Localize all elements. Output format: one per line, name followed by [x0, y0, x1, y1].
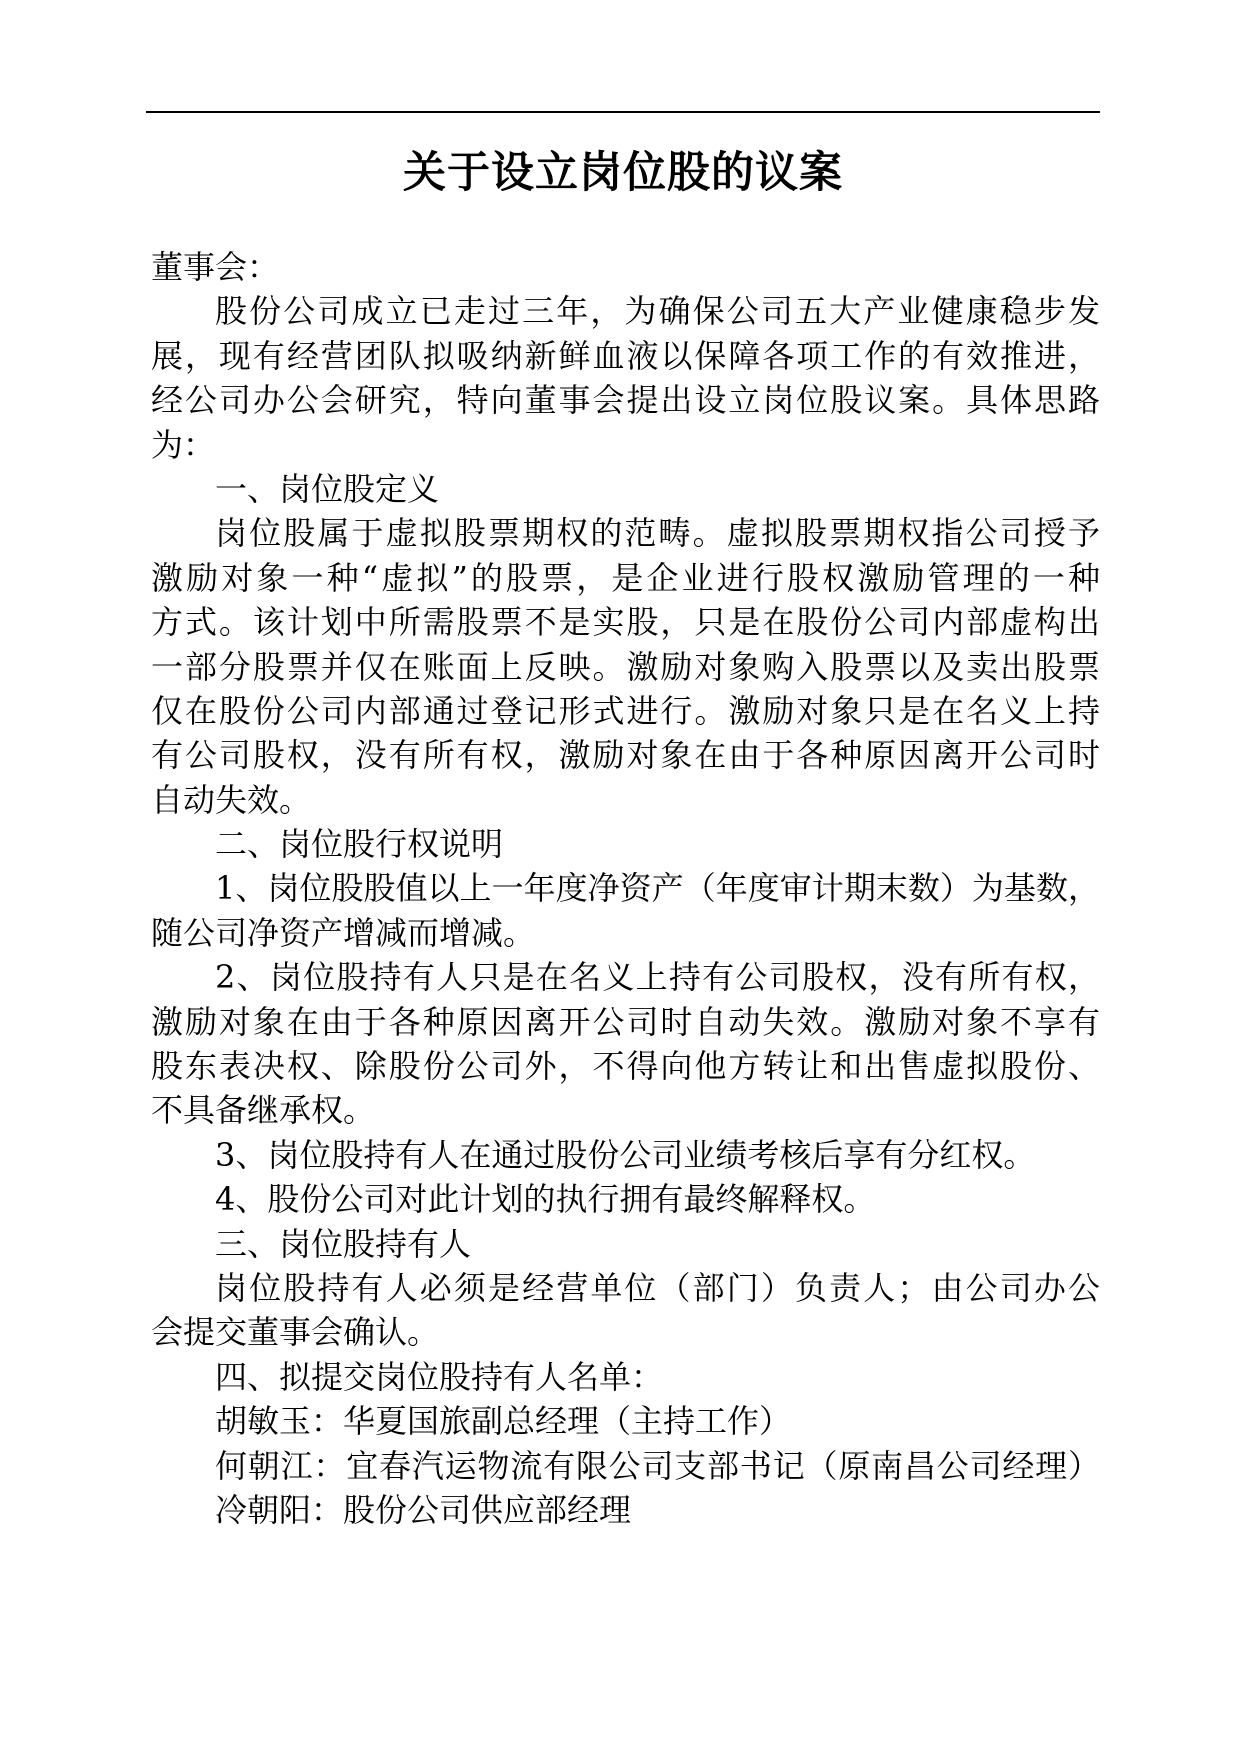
body-line: 为：: [151, 425, 216, 464]
body-line: 胡敏玉：华夏国旅副总经理（主持工作）: [215, 1402, 792, 1441]
body-line: 三、岗位股持有人: [215, 1224, 472, 1263]
body-line: 展，现有经营团队拟吸纳新鲜血液以保障各项工作的有效推进，: [151, 336, 1100, 375]
body-line: 自动失效。: [151, 780, 312, 819]
body-line: 二、岗位股行权说明: [215, 825, 504, 864]
body-line: 岗位股属于虚拟股票期权的范畴。虚拟股票期权指公司授予: [215, 514, 1100, 553]
document-title: 关于设立岗位股的议案: [403, 148, 843, 198]
body-line: 股份公司成立已走过三年，为确保公司五大产业健康稳步发: [215, 292, 1100, 331]
body-line: 1、岗位股股值以上一年度净资产（年度审计期末数）为基数，: [215, 869, 1100, 908]
body-line: 随公司净资产增减而增减。: [151, 913, 536, 952]
body-line: 一、岗位股定义: [215, 469, 440, 508]
body-line: 四、拟提交岗位股持有人名单：: [215, 1357, 664, 1396]
body-line: 一部分股票并仅在账面上反映。激励对象购入股票以及卖出股票: [151, 647, 1100, 686]
body-line: 岗位股持有人必须是经营单位（部门）负责人；由公司办公: [215, 1268, 1100, 1307]
body-line: 董事会：: [151, 248, 280, 286]
body-line: 3、岗位股持有人在通过股份公司业绩考核后享有分红权。: [215, 1135, 1036, 1174]
body-line: 激励对象一种“虚拟”的股票，是企业进行股权激励管理的一种: [151, 558, 1100, 597]
body-line: 经公司办公会研究，特向董事会提出设立岗位股议案。具体思路: [151, 381, 1100, 420]
body-line: 方式。该计划中所需股票不是实股，只是在股份公司内部虚构出: [151, 603, 1100, 642]
body-line: 有公司股权，没有所有权，激励对象在由于各种原因离开公司时: [151, 736, 1100, 775]
body-line: 会提交董事会确认。: [151, 1313, 440, 1352]
body-line: 仅在股份公司内部通过登记形式进行。激励对象只是在名义上持: [151, 691, 1100, 730]
body-line: 不具备继承权。: [151, 1091, 376, 1130]
body-line: 激励对象在由于各种原因离开公司时自动失效。激励对象不享有: [151, 1002, 1100, 1041]
document-body: [151, 245, 1100, 1532]
body-line: 何朝江：宜春汽运物流有限公司支部书记（原南昌公司经理）: [215, 1446, 1100, 1485]
header-rule: [146, 111, 1100, 113]
body-line: 4、股份公司对此计划的执行拥有最终解释权。: [215, 1180, 876, 1219]
body-line: 股东表决权、除股份公司外，不得向他方转让和出售虚拟股份、: [151, 1047, 1100, 1086]
body-line: 冷朝阳：股份公司供应部经理: [215, 1490, 632, 1529]
body-line: 2、岗位股持有人只是在名义上持有公司股权，没有所有权，: [215, 958, 1100, 997]
